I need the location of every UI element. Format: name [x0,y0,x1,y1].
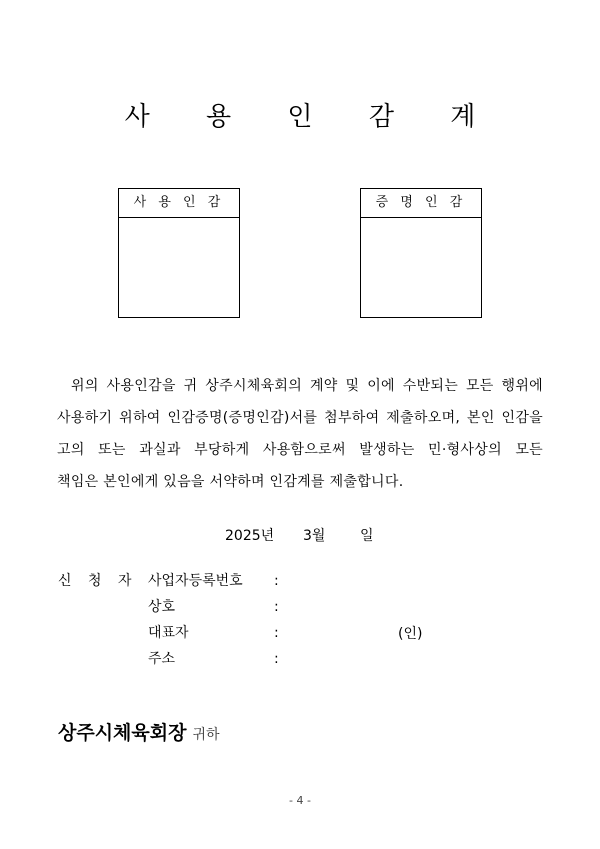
usage-seal-box [118,188,240,318]
addressee [58,718,220,745]
paragraph-line: 사용하기 위하여 인감증명(증명인감)서를 첨부하여 제출하오며, 본인 인감을 [57,410,543,426]
field-address [148,648,279,668]
field-label: 주소 [148,651,176,667]
addressee-honorific: 귀하 [192,727,220,743]
date-day: 일 [360,528,374,544]
page-number: - 4 - [289,794,311,807]
field-representative [148,622,279,642]
document-title: 사 용 인 감 계 [124,102,500,132]
declaration-paragraph [57,370,543,498]
field-colon: : [274,573,279,589]
field-colon: : [274,625,279,641]
cert-seal-label: 증 명 인 감 [361,189,481,218]
applicant-label: 신 청 자 [58,573,138,589]
addressee-org: 상주시체육회장 [58,722,187,744]
field-label: 사업자등록번호 [148,573,243,589]
paragraph-line: 책임은 본인에게 있음을 서약하며 인감계를 제출합니다. [57,474,404,490]
cert-seal-box [360,188,482,318]
field-label: 상호 [148,599,176,615]
paragraph-line: 고의 또는 과실과 부당하게 사용함으로써 발생하는 민·형사상의 모든 [57,442,543,458]
paragraph-line: 위의 사용인감을 귀 상주시체육회의 계약 및 이에 수반되는 모든 행위에 [71,378,543,394]
usage-seal-label: 사 용 인 감 [119,189,239,218]
date-year: 2025년 [225,528,275,544]
field-company-name [148,596,279,616]
field-label: 대표자 [148,625,189,641]
date-month: 3월 [303,528,326,544]
seal-mark: (인) [398,626,423,642]
field-colon: : [274,599,279,615]
field-colon: : [274,651,279,667]
field-business-number [148,570,279,590]
